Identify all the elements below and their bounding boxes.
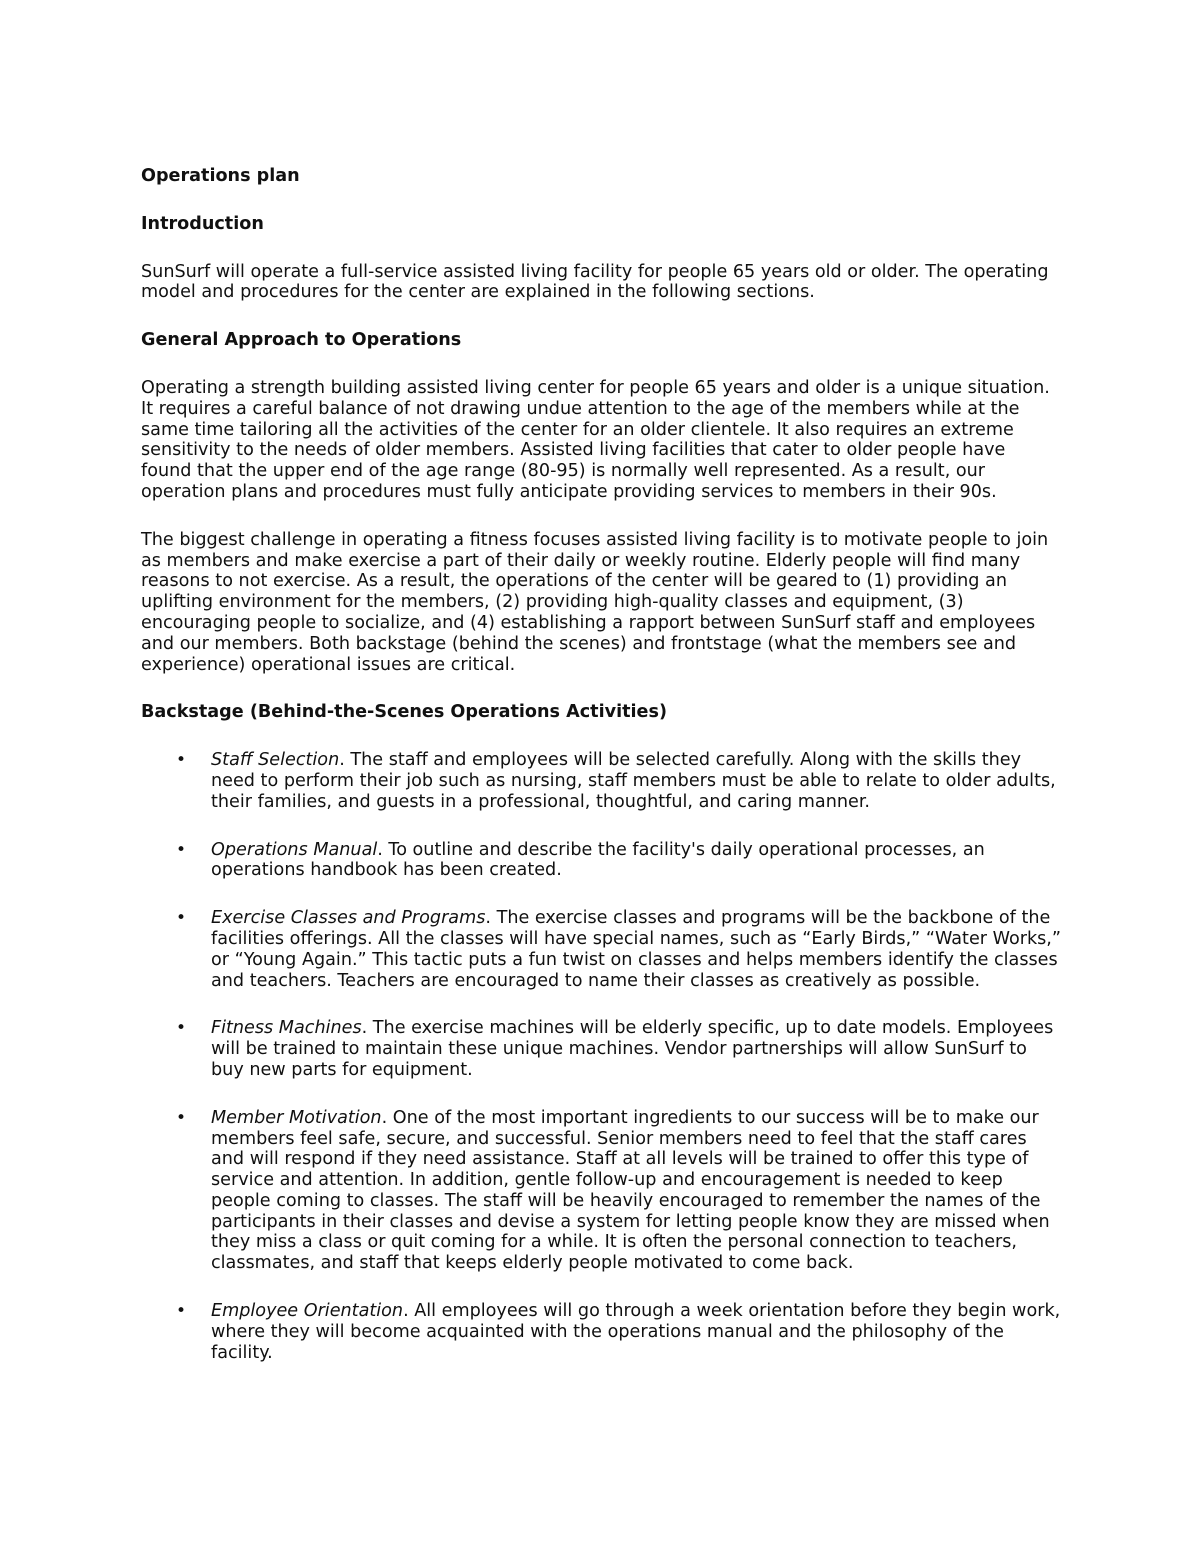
bullet-term: Member Motivation xyxy=(211,1107,382,1128)
bullet-term: Operations Manual xyxy=(211,839,378,860)
bullet-employee-orientation xyxy=(141,1301,1061,1363)
bullet-text: . The exercise classes and programs will be the backbone of the facilities offerings. All the classes will have special names, such as “Early Birds,” “Water Works,” or “Young Again.” This tactic puts a fun twist on classes and helps members identify the classes and teachers. Teachers are encouraged to name their classes as creatively as possible. xyxy=(211,908,1062,991)
bullet-text: . The staff and employees will be selected carefully. Along with the skills they need to perform their job such as nursing, staff members must be able to relate to older adults, their families, and guests in a professional, thoughtful, and caring manner. xyxy=(211,750,1056,812)
general-approach-paragraph-2: The biggest challenge in operating a fitness focuses assisted living facility is to motivate people to join as members and make exercise a part of their daily or weekly routine. Elderly people will find many reasons to not exercise. As a result, the operations of the center will be geared to (1) providing an uplifting environment for the members, (2) providing high-quality classes and equipment, (3) encouraging people to socialize, and (4) establishing a rapport between SunSurf staff and employees and our members. Both backstage (behind the scenes) and frontstage (what the members see and experience) operational issues are critical. xyxy=(141,529,1049,675)
bullet-term: Employee Orientation xyxy=(211,1301,404,1322)
bullet-dot-icon: • xyxy=(176,1107,187,1128)
backstage-heading: Backstage (Behind-the-Scenes Operations Activities) xyxy=(141,702,667,723)
bullet-dot-icon: • xyxy=(176,839,187,860)
bullet-text: . One of the most important ingredients to our success will be to make our members feel safe, secure, and successful. Senior members need to feel that the staff cares and will respond if they need assistance. Staff at all levels will be trained to offer this type of service and attention. In addition, gentle follow-up and encouragement is needed to keep people coming to classes. The staff will be heavily encouraged to remember the names of the participants in their classes and devise a system for letting people know they are missed when they miss a class or quit coming for a while. It is often the personal connection to teachers, classmates, and staff that keeps elderly people motivated to come back. xyxy=(211,1107,1050,1274)
general-approach-heading: General Approach to Operations xyxy=(141,330,462,351)
bullet-dot-icon: • xyxy=(176,908,187,929)
bullet-staff-selection xyxy=(141,750,1061,812)
bullet-term: Fitness Machines xyxy=(211,1018,362,1039)
bullet-dot-icon: • xyxy=(176,1301,187,1322)
bullet-text: . The exercise machines will be elderly specific, up to date models. Employees will be trained to maintain these unique machines. Vendor partnerships will allow SunSurf to buy new parts for equipment. xyxy=(211,1018,1054,1080)
document-title: Operations plan xyxy=(141,166,300,186)
bullet-member-motivation xyxy=(141,1108,1061,1274)
backstage-bullet-list xyxy=(141,750,1061,1363)
bullet-fitness-machines xyxy=(141,1018,1061,1080)
bullet-dot-icon: • xyxy=(176,1018,187,1039)
bullet-term: Exercise Classes and Programs xyxy=(211,908,486,929)
bullet-text: . To outline and describe the facility's daily operational processes, an operations handbook has been created. xyxy=(211,839,985,881)
bullet-dot-icon: • xyxy=(176,750,187,771)
bullet-operations-manual xyxy=(141,840,1061,882)
bullet-text: . All employees will go through a week orientation before they begin work, where they will become acquainted with the operations manual and the philosophy of the facility. xyxy=(211,1301,1061,1363)
document-page xyxy=(141,166,1061,1390)
introduction-heading: Introduction xyxy=(141,213,264,234)
introduction-paragraph: SunSurf will operate a full-service assisted living facility for people 65 years old or older. The operating model and procedures for the center are explained in the following sections. xyxy=(141,261,1049,303)
general-approach-paragraph-1: Operating a strength building assisted living center for people 65 years and older is a unique situation. It requires a careful balance of not drawing undue attention to the age of the members while at the same time tailoring all the activities of the center for an older clientele. It also requires an extreme sensitivity to the needs of older members. Assisted living facilities that cater to older people have found that the upper end of the age range (80-95) is normally well represented. As a result, our operation plans and procedures must fully anticipate providing services to members in their 90s. xyxy=(141,377,1050,502)
bullet-exercise-classes xyxy=(141,908,1061,991)
bullet-term: Staff Selection xyxy=(211,750,340,771)
